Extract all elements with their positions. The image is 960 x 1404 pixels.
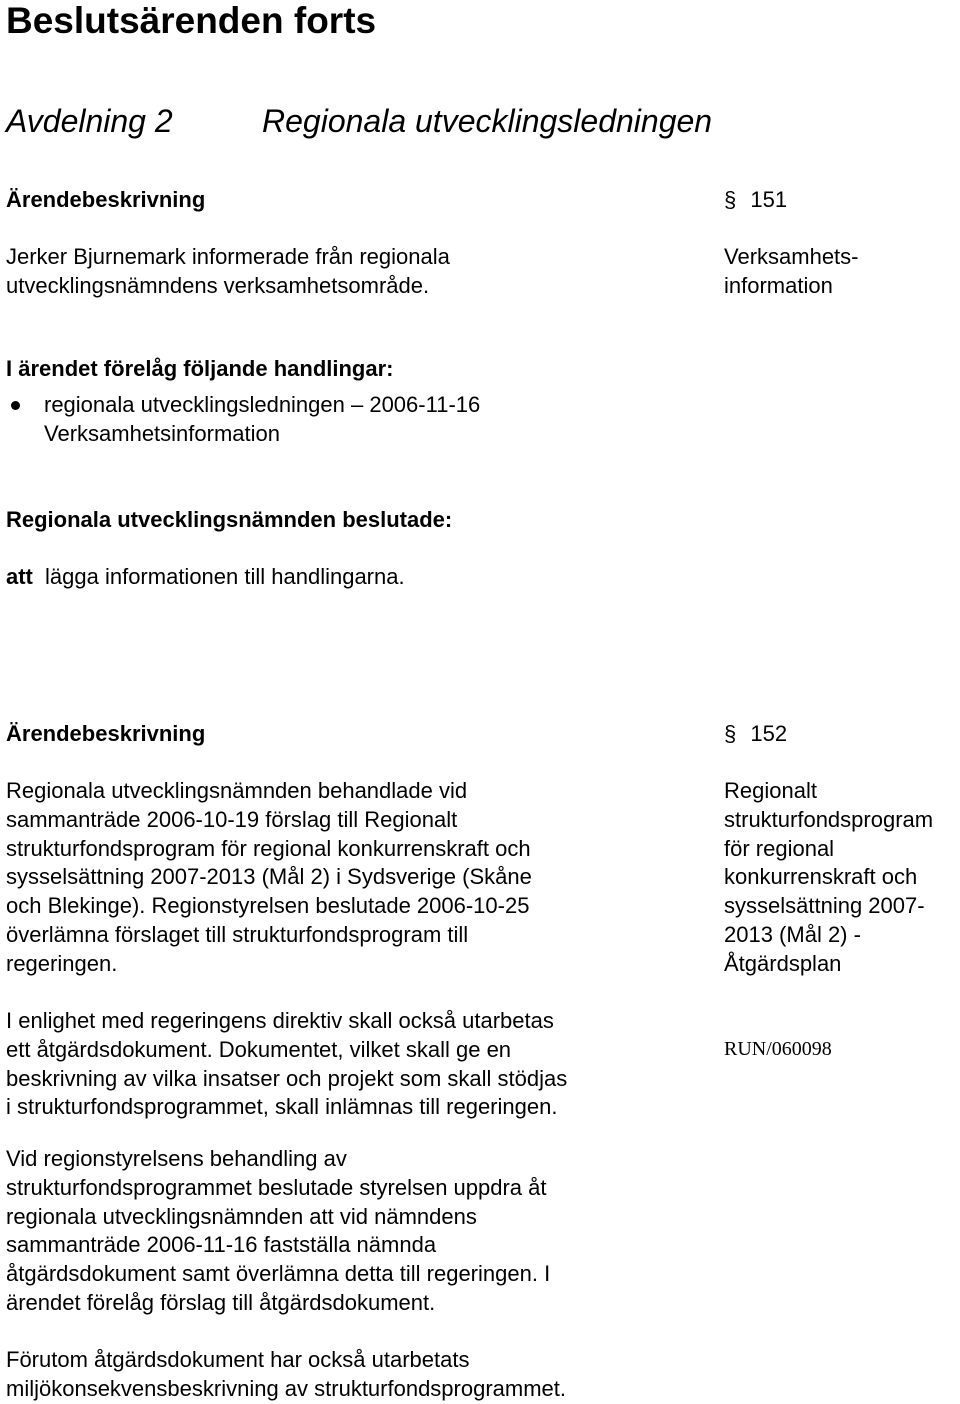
side-title: [724, 243, 954, 301]
text-line: Vid regionstyrelsens behandling av: [6, 1146, 347, 1171]
paragraph-number: [724, 186, 787, 214]
case-description-heading: Ärendebeskrivning: [6, 187, 206, 212]
text-line: ärendet förelåg förslag till åtgärdsdokument.: [6, 1289, 436, 1315]
paragraph-number-value: 151: [750, 187, 788, 212]
document-title: regionala utvecklingsledningen – 2006-11-16: [44, 392, 481, 417]
text-line: strukturfondsprogram för regional konkurrenskraft och: [6, 835, 531, 861]
side-title-line: Regionalt: [724, 778, 817, 803]
side-title-line: Åtgärdsplan: [724, 950, 842, 976]
body-paragraph: [6, 1007, 567, 1122]
side-title-line: konkurrenskraft och: [724, 864, 918, 890]
text-line: miljökonsekvensbeskrivning av strukturfondsprogrammet.: [6, 1375, 567, 1401]
page-title: Beslutsärenden forts: [6, 0, 377, 41]
document-subtitle: Verksamhetsinformation: [44, 420, 280, 446]
body-paragraph: [6, 1145, 550, 1318]
text-line: I enlighet med regeringens direktiv skall också utarbetas: [6, 1008, 554, 1033]
text-line: regeringen.: [6, 950, 118, 976]
body-paragraph: [6, 1346, 566, 1404]
text-line: överlämna förslaget till strukturfondsprogram till: [6, 921, 469, 947]
text-line: strukturfondsprogrammet beslutade styrelsen uppdra åt: [6, 1174, 547, 1200]
decision-att: att: [6, 564, 33, 589]
bullet-icon: [6, 391, 44, 449]
text-line: åtgärdsdokument samt överlämna detta till regeringen. I: [6, 1261, 551, 1287]
documents-list: [6, 391, 706, 449]
text-line: regionala utvecklingsnämnden att vid nämndens: [6, 1203, 477, 1229]
side-title-line: 2013 (Mål 2) -: [724, 921, 861, 947]
paragraph-number-value: 152: [750, 721, 788, 746]
text-line: Förutom åtgärdsdokument har också utarbetats: [6, 1347, 470, 1372]
side-title-line: Verksamhets-: [724, 244, 859, 269]
paragraph-number: [724, 720, 787, 748]
paragraph-sign: §: [724, 721, 737, 746]
documents-heading: I ärendet förelåg följande handlingar:: [6, 356, 394, 381]
list-item: [6, 391, 706, 449]
decision-row: [6, 563, 405, 592]
side-title-line: sysselsättning 2007-: [724, 893, 925, 919]
text-line: Regionala utvecklingsnämnden behandlade vid: [6, 778, 468, 803]
text-line: sammanträde 2006-10-19 förslag till Regionalt: [6, 806, 458, 832]
text-line: i strukturfondsprogrammet, skall inlämnas till regeringen.: [6, 1094, 558, 1120]
side-title: [724, 777, 960, 979]
case-reference: RUN/060098: [724, 1038, 832, 1060]
text-line: ett åtgärdsdokument. Dokumentet, vilket skall ge en: [6, 1036, 512, 1062]
case-description-text: [6, 243, 546, 301]
paragraph-sign: §: [724, 187, 737, 212]
division-label: Avdelning 2: [6, 103, 173, 139]
text-line: sysselsättning 2007-2013 (Mål 2) i Sydsverige (Skåne: [6, 864, 532, 890]
side-title-line: för regional: [724, 835, 835, 861]
text-line: beskrivning av vilka insatser och projekt som skall stödjas: [6, 1065, 568, 1091]
side-title-line: strukturfondsprogram: [724, 806, 934, 832]
text-line: och Blekinge). Regionstyrelsen beslutade 2006-10-25: [6, 893, 530, 919]
case-description-paragraph: Jerker Bjurnemark informerade från regionala utvecklingsnämndens verksamhetsområde.: [6, 244, 450, 298]
text-line: sammanträde 2006-11-16 fastställa nämnda: [6, 1232, 437, 1258]
case-description-heading: Ärendebeskrivning: [6, 721, 206, 746]
decision-text: lägga informationen till handlingarna.: [45, 564, 405, 589]
body-paragraph: [6, 777, 532, 979]
division-name: Regionala utvecklingsledningen: [262, 103, 713, 139]
side-title-line: information: [724, 272, 833, 298]
decision-heading: Regionala utvecklingsnämnden beslutade:: [6, 507, 453, 532]
